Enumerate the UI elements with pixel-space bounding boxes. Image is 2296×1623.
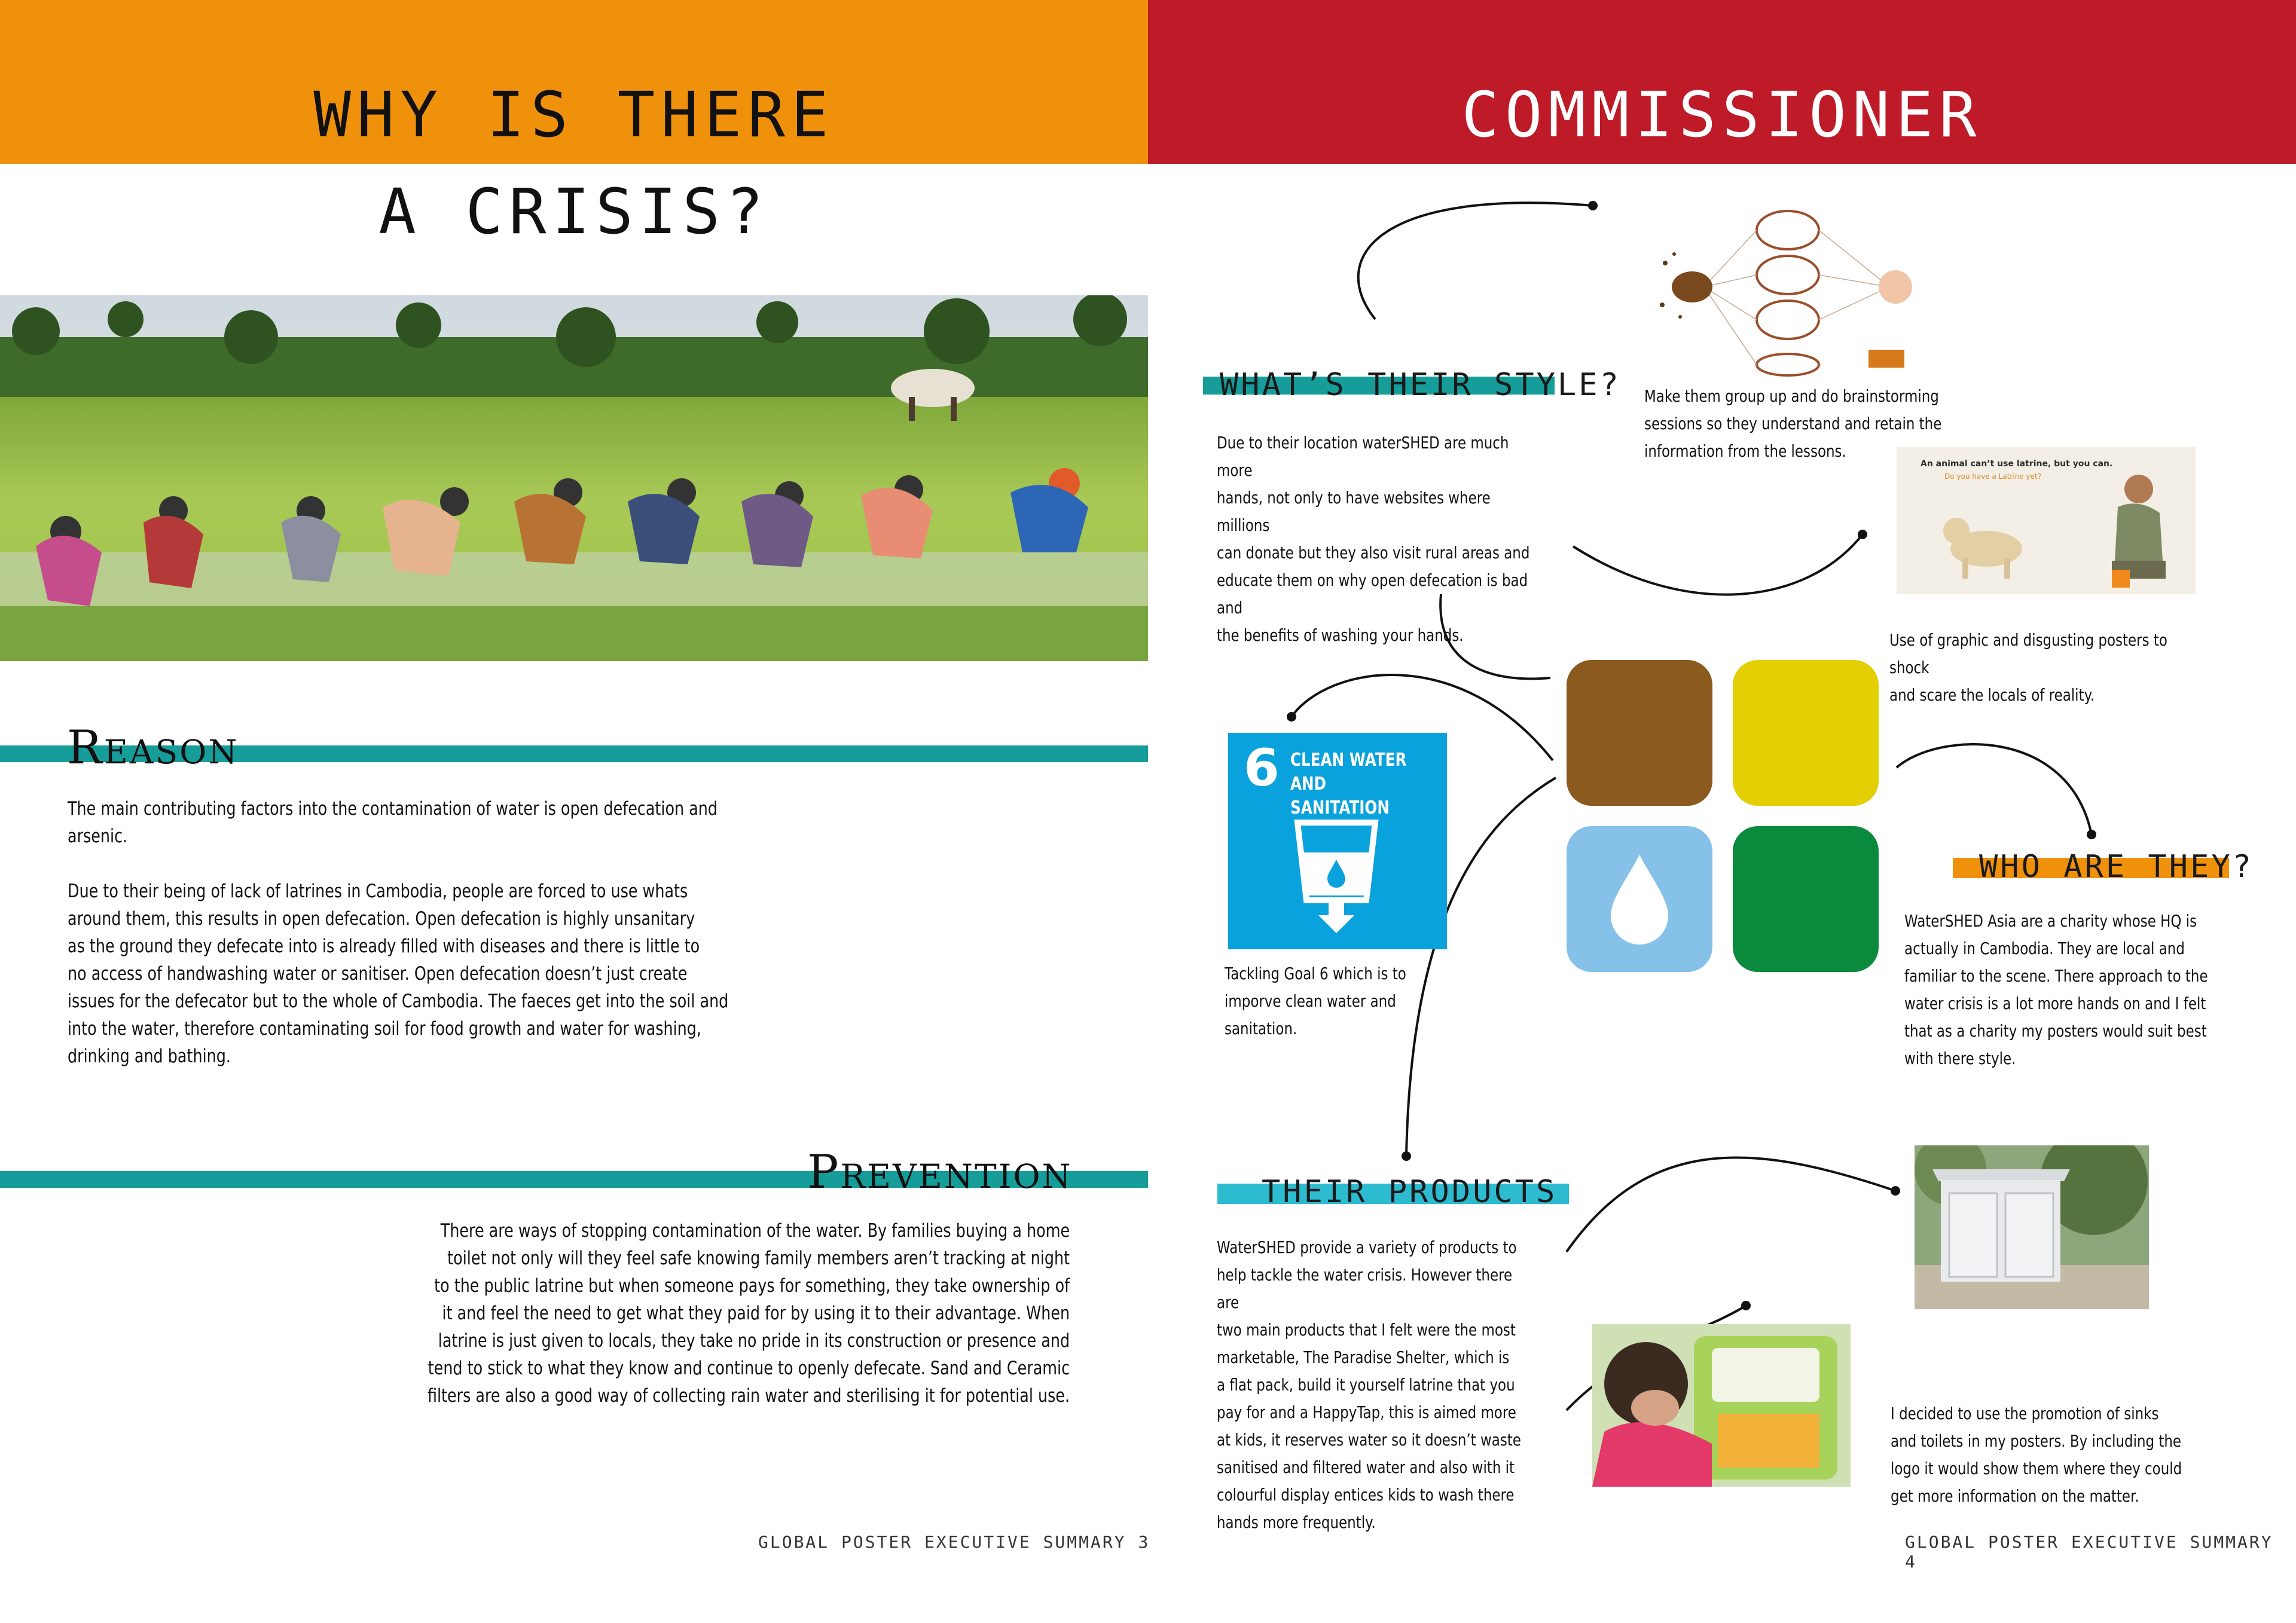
right-page-footer: GLOBAL POSTER EXECUTIVE SUMMARY 4 <box>1905 1532 2273 1572</box>
paradise-shelter-photo <box>1915 1145 2149 1309</box>
prevention-heading: Prevention <box>807 1145 1073 1199</box>
left-title-line2: A CRISIS? <box>378 175 770 248</box>
sdg-number: 6 <box>1244 738 1280 798</box>
reason-paragraph: The main contributing factors into the contamination of water is open defecation and arsenic. Due to their being of lack of latrines in Cambodia, people are forced to use whats around them, this results in open defecation. Open defecation is highly unsanitary as the ground they defecate into is already filled with diseases and there is little to no access of handwashing water or sanitiser. Open defecation doesn’t just create issues for the defecator but to the whole of Cambodia. The faeces get into the soil and into the water, therefore contaminating soil for food growth and water for washing, drinking and bathing. <box>68 798 729 1067</box>
logo-tile-brown <box>1567 660 1712 806</box>
water-drop-icon <box>1567 826 1712 972</box>
brainstorm-caption: Make them group up and do brainstorming sessions so they understand and retain the information from the lessons. <box>1644 386 1942 461</box>
right-title: COMMISSIONER <box>1461 78 1983 151</box>
products-paragraph: WaterSHED provide a variety of products to help tackle the water crisis. However there are two main products that I felt were the most marketable, The Paradise Shelter, which is a flat pack, build it yourself latrine that you pay for and a HappyTap, this is aimed more at kids, it reserves water so it doesn’t waste sanitised and filtered water and also with it colourful display entices kids to wash there hands more frequently. <box>1217 1237 1521 1532</box>
promotion-paragraph: I decided to use the promotion of sinks and toilets in my posters. By including the logo it would show them where they could get more information on the matter. <box>1891 1404 2182 1506</box>
products-heading: THEIR PRODUCTS <box>1262 1174 1558 1210</box>
style-heading: WHAT’S THEIR STYLE? <box>1220 367 1621 403</box>
logo-tile-lightblue <box>1567 826 1712 972</box>
sdg-caption: Tackling Goal 6 which is to imporve clean water and sanitation. <box>1225 964 1406 1038</box>
prevention-paragraph: There are ways of stopping contamination of the water. By families buying a home toilet not only will they feel safe knowing family members aren’t tracking at night to the public latrine but when someone pays for something, they take ownership of it and feel the need to get what they paid for by using it to their advantage. When latrine is just given to locals, they take no pride in its construction or presence and tend to stick to what they know and continue to openly defecate. Sand and Ceramic filters are also a good way of collecting rain water and sterilising it for potential use. <box>427 1220 1070 1407</box>
sdg-label: CLEAN WATER AND SANITATION <box>1290 750 1407 818</box>
who-heading: WHO ARE THEY? <box>1979 849 2254 885</box>
happytap-photo <box>1592 1324 1851 1487</box>
poster-headline: An animal can’t use latrine, but you can. <box>1921 459 2113 469</box>
left-title-line1: WHY IS THERE <box>313 78 835 151</box>
poster-subline: Do you have a Latrine yet? <box>1944 472 2042 481</box>
rice-field-photo <box>0 295 1148 661</box>
logo-tile-yellow <box>1733 660 1879 806</box>
reason-heading: Reason <box>67 721 239 775</box>
logo-tile-green <box>1733 826 1879 972</box>
water-glass-icon <box>1292 817 1381 936</box>
latrine-poster-image <box>1897 447 2196 594</box>
poster-caption: Use of graphic and disgusting posters to shock and scare the locals of reality. <box>1889 630 2167 705</box>
who-paragraph: WaterSHED Asia are a charity whose HQ is actually in Cambodia. They are local and familiar to the scene. There approach to the water crisis is a lot more hands on and I felt that as a charity my posters would suit best with there style. <box>1904 911 2208 1068</box>
brainstorm-diagram <box>1650 197 1925 377</box>
sdg-goal6-card <box>1228 733 1447 949</box>
left-page-footer: GLOBAL POSTER EXECUTIVE SUMMARY 3 <box>758 1532 1150 1552</box>
style-paragraph: Due to their location waterSHED are much more hands, not only to have websites where millions can donate but they also visit rural areas and educate them on why open defecation is bad and the benefits of washing your hands. <box>1217 433 1530 645</box>
